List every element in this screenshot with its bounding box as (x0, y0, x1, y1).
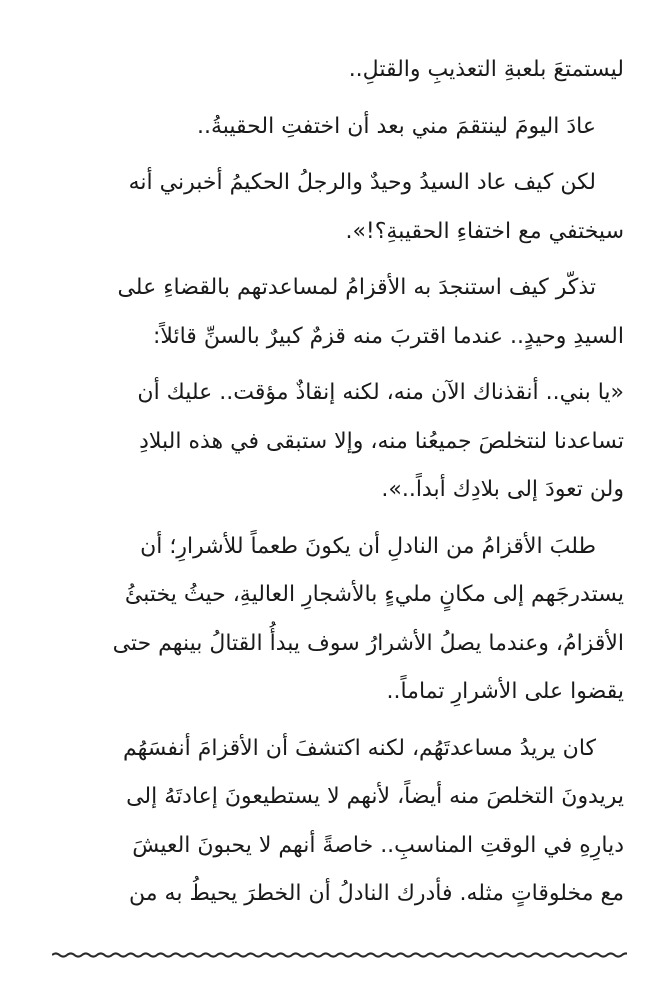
wavy-divider-ornament (52, 940, 627, 970)
text-line: ديارِهِ في الوقتِ المناسبِ.. خاصةً أنهم لا يحبونَ العيشَ (132, 832, 624, 858)
text-line: «يا بني.. أنقذناك الآن منه، لكنه إنقاذٌ مؤقت.. عليك أن (137, 380, 624, 405)
book-page-body (52, 46, 624, 927)
text-line: لكن كيف عاد السيدُ وحيدٌ والرجلُ الحكيمُ أخبرني أنه (128, 170, 596, 195)
paragraph (52, 369, 624, 515)
paragraph (52, 103, 624, 152)
text-line: عادَ اليومَ لينتقمَ مني بعد أن اختفتِ الحقيبةُ.. (196, 113, 596, 139)
paragraph (52, 725, 624, 919)
text-line: سيختفي مع اختفاءِ الحقيبةِ؟!». (345, 218, 624, 244)
paragraph (52, 159, 624, 256)
text-line: طلبَ الأقزامُ من النادلِ أن يكونَ طعماً للأشرارِ؛ أن (140, 533, 596, 559)
text-line: يريدونَ التخلصَ منه أيضاً، لأنهم لا يستطيعونَ إعادتَهُ إلى (126, 784, 624, 809)
text-line: مع مخلوقاتٍ مثله. فأدرك النادلُ أن الخطرَ يحيطُ به من (129, 881, 624, 906)
paragraph (52, 264, 624, 361)
text-line: يقضوا على الأشرارِ تماماً.. (386, 679, 624, 704)
text-line: تذكّر كيف استنجدَ به الأقزامُ لمساعدتهم بالقضاءِ على (117, 275, 596, 300)
text-line: ليستمتعَ بلعبةِ التعذيبِ والقتلِ.. (348, 57, 624, 82)
paragraph (52, 46, 624, 95)
text-line: السيدِ وحيدٍ.. عندما اقتربَ منه قزمٌ كبيرٌ بالسنِّ قائلاً: (152, 323, 624, 349)
paragraph (52, 523, 624, 717)
text-line: الأقزامُ، وعندما يصلُ الأشرارُ سوف يبدأُ القتالُ بينهم حتى (112, 630, 624, 656)
text-line: ولن تعودَ إلى بلادِك أبداً..». (381, 477, 624, 502)
text-line: تساعدنا لنتخلصَ جميعُنا منه، وإلا ستبقى في هذه البلادِ (139, 428, 624, 454)
text-line: يستدرجَهم إلى مكانٍ مليءٍ بالأشجارِ العاليةِ، حيثُ يختبئُ (124, 582, 624, 607)
text-line: كان يريدُ مساعدتَهُم، لكنه اكتشفَ أن الأقزامَ أنفسَهُم (122, 735, 596, 761)
